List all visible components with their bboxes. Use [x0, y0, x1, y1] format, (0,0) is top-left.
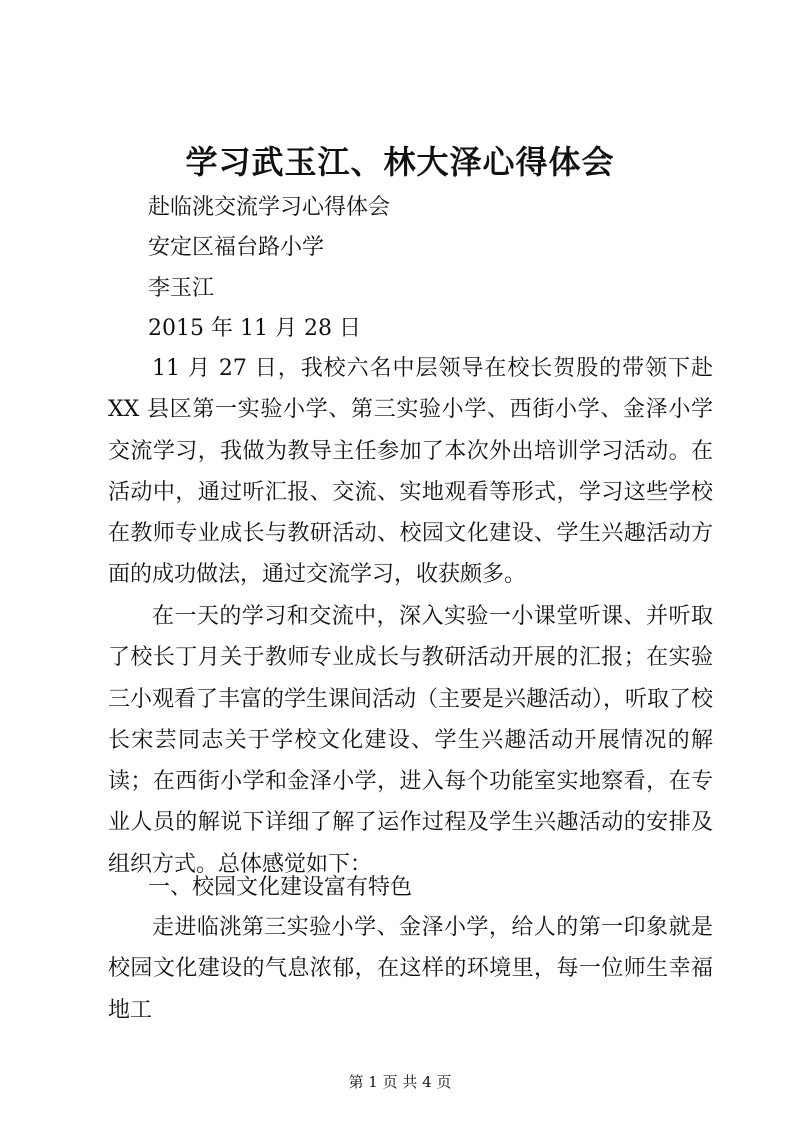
body-paragraph: 11 月 27 日，我校六名中层领导在校长贺股的带领下赴 XX 县区第一实验小学、第三实验小学、西街小学、金泽小学交流学习，我做为教导主任参加了本次外出培训学习活动。在活动中，通过听汇报、交流、实地观看等形式，学习这些学校在教师专业成长与教研活动、校园文化建设、学生兴趣活动方面的成功做法，通过交流学习，收获颇多。: [108, 356, 713, 588]
section-heading: 一、校园文化建设富有特色: [148, 875, 413, 900]
body-paragraph: 在一天的学习和交流中，深入实验一小课堂听课、并听取了校长丁月关于教师专业成长与教研活动开展的汇报；在实验三小观看了丰富的学生课间活动（主要是兴趣活动），听取了校长宋芸同志关于学校文化建设、学生兴趣活动开展情况的解读；在西街小学和金泽小学，进入每个功能室实地察看，在专业人员的解说下详细了解了运作过程及学生兴趣活动的安排及组织方式。总体感觉如下：: [108, 604, 714, 877]
document-date: 2015 年 11 月 28 日: [148, 316, 361, 341]
page-number: 第 1 页 共 4 页: [348, 1073, 452, 1091]
author-name: 李玉江: [148, 276, 215, 301]
document-title: 学习武玉江、林大泽心得体会: [185, 143, 615, 181]
document-subtitle: 赴临洮交流学习心得体会: [148, 195, 391, 220]
school-name: 安定区福台路小学: [148, 235, 325, 260]
body-paragraph: 走进临洮第三实验小学、金泽小学，给人的第一印象就是校园文化建设的气息浓郁，在这样的环境里，每一位师生幸福地工: [108, 915, 713, 1023]
